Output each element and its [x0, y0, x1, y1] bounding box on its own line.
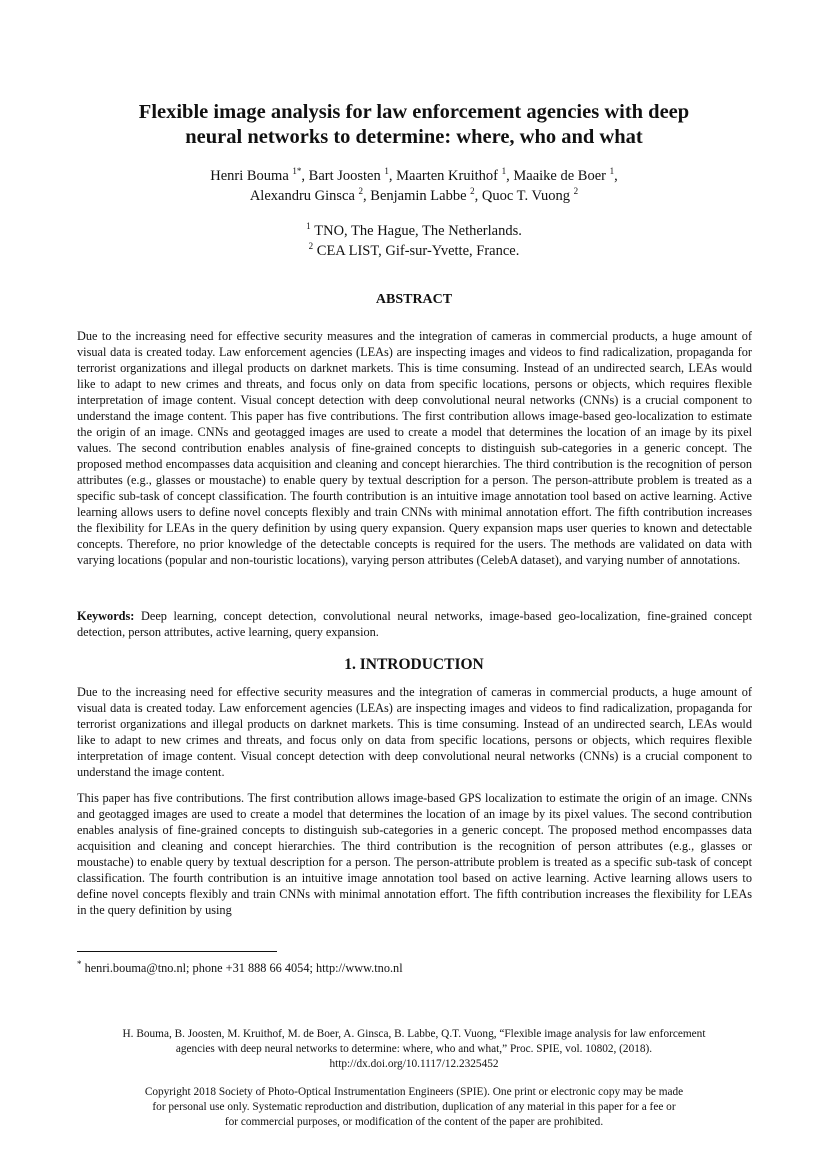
copyright-notice: [60, 1085, 768, 1130]
author-separator: ,: [363, 188, 371, 204]
affiliation-text: TNO, The Hague, The Netherlands.: [314, 223, 522, 239]
keywords-text: Deep learning, concept detection, convolutional neural networks, image-based geo-localization, fine-grained concept detection, person attributes, active learning, query expansion.: [77, 609, 752, 639]
citation-block: [60, 1027, 768, 1072]
affiliation-mark: 1: [384, 166, 389, 177]
author-name: Henri Bouma: [210, 168, 289, 184]
author-separator: ,: [506, 168, 514, 184]
copyright-line: for commercial purposes, or modification of the content of the paper are prohibited.: [224, 1116, 604, 1128]
abstract-heading: ABSTRACT: [375, 292, 453, 307]
citation-line: H. Bouma, B. Joosten, M. Kruithof, M. de Boer, A. Ginsca, B. Labbe, Q.T. Vuong, “Flexible image analysis for law enforcement: [122, 1028, 706, 1040]
author-separator: ,: [388, 168, 397, 184]
footnote: [77, 960, 403, 976]
affiliation-line: [60, 221, 768, 241]
author-separator: ,: [474, 188, 482, 204]
citation-line: agencies with deep neural networks to determine: where, who and what,” Proc. SPIE, vol. 10802, (2018).: [175, 1043, 653, 1055]
author-name: Maaike de Boer: [513, 168, 606, 184]
affiliation-mark: 2: [573, 186, 579, 197]
introduction-paragraph-1: Due to the increasing need for effective security measures and the integration of cameras in commercial products, a huge amount of visual data is created today. Law enforcement agencies (LEAs) are inspecting images and videos to find radicalization, propaganda for terrorist organizations and illegal products on darknet markets. This is time consuming. Instead of an undirected search, LEAs would like to adapt to new crimes and threats, and focus only on data from specific locations, persons or objects, which requires flexible interpretation of image content. Visual concept detection with deep convolutional neural networks (CNNs) is a crucial component to understand the image content.: [77, 685, 752, 779]
affiliation-mark: 2: [470, 186, 475, 197]
affiliation-text: CEA LIST, Gif-sur-Yvette, France.: [316, 243, 520, 259]
title-line: Flexible image analysis for law enforcement agencies with deep: [138, 101, 690, 123]
affiliation-mark: 2: [308, 241, 314, 252]
keywords-paragraph: [77, 608, 752, 640]
abstract-text: Due to the increasing need for effective security measures and the integration of cameras in commercial products, a huge amount of visual data is created today. Law enforcement agencies (LEAs) are inspecting images and videos to find radicalization, propaganda for terrorist organizations and illegal products on darknet markets. This is time consuming. Instead of an undirected search, LEAs would like to adapt to new crimes and threats, and focus only on data from specific locations, persons or objects, which requires flexible interpretation of image content. Visual concept detection with deep convolutional neural networks (CNNs) is a crucial component to understand the image content. This paper has five contributions. The first contribution allows image-based geo-localization to estimate the origin of an image. CNNs and geotagged images are used to create a model that determines the location of an image by its pixel values. The second contribution enables analysis of fine-grained concepts to distinguish sub-categories in a generic concept. The proposed method encompasses data acquisition and cleaning and concept hierarchies. The third contribution is the recognition of person attributes (e.g., glasses or moustache) to enable query by textual description for a person. The person-attribute problem is treated as a specific sub-task of concept classification. The fourth contribution is an intuitive image annotation tool based on active learning. Active learning allows users to define novel concepts flexibly and train CNNs with minimal annotation effort. The fifth contribution increases the flexibility for LEAs in the query definition by using query expansion. Query expansion maps user queries to known and detectable concepts. Therefore, no prior knowledge of the detectable concepts is required for the users. The methods are validated on data with varying locations (popular and non-touristic locations), varying person attributes (CelebA dataset), and varying number of annotations.: [77, 329, 752, 567]
author-name: Benjamin Labbe: [370, 188, 467, 204]
footnote-divider: [77, 951, 277, 952]
author-separator: ,: [301, 168, 309, 184]
author-name: Quoc T. Vuong: [481, 188, 571, 204]
author-name: Maarten Kruithof: [396, 168, 498, 184]
affiliation-mark: 1: [501, 166, 507, 177]
author-separator: ,: [614, 168, 618, 184]
author-list: [60, 166, 768, 206]
keywords-label: Keywords:: [77, 609, 135, 623]
introduction-paragraph-2: This paper has five contributions. The first contribution allows image-based GPS localization to estimate the origin of an image. CNNs and geotagged images are used to create a model that determines the location of an image by its pixel values. The second contribution enables analysis of fine-grained concepts to distinguish sub-categories in a generic concept. The proposed method encompasses data acquisition and cleaning and concept hierarchies. The third contribution is the recognition of person attributes (e.g., glasses or moustache) to enable query by textual description for a person. The person-attribute problem is treated as a specific sub-task of concept classification. The fourth contribution is an intuitive image annotation tool based on active learning. Active learning allows users to define novel concepts flexibly and train CNNs with minimal annotation effort. The fifth contribution increases the flexibility for LEAs in the query definition by using: [77, 791, 752, 917]
footnote-text: henri.bouma@tno.nl; phone +31 888 66 4054; http://www.tno.nl: [81, 961, 403, 975]
citation-line: http://dx.doi.org/10.1117/12.2325452: [329, 1058, 499, 1070]
affiliation-mark: 1*: [292, 166, 302, 177]
footnote-mark: *: [77, 958, 82, 969]
title-line: neural networks to determine: where, who and what: [185, 126, 643, 148]
author-name: Alexandru Ginsca: [249, 188, 355, 204]
affiliation-line: [60, 241, 768, 261]
copyright-line: for personal use only. Systematic reproduction and distribution, duplication of any material in this paper for a fee or: [152, 1101, 676, 1113]
author-line: [60, 166, 768, 186]
introduction-heading: 1. INTRODUCTION: [344, 656, 484, 673]
affiliation-mark: 1: [609, 166, 615, 177]
affiliation-mark: 2: [358, 186, 364, 197]
paper-title: [60, 100, 768, 150]
affiliation-list: [60, 221, 768, 261]
author-line: [60, 186, 768, 206]
author-name: Bart Joosten: [308, 168, 381, 184]
copyright-line: Copyright 2018 Society of Photo-Optical Instrumentation Engineers (SPIE). One print or electronic copy may be made: [144, 1086, 684, 1098]
affiliation-mark: 1: [306, 221, 311, 232]
